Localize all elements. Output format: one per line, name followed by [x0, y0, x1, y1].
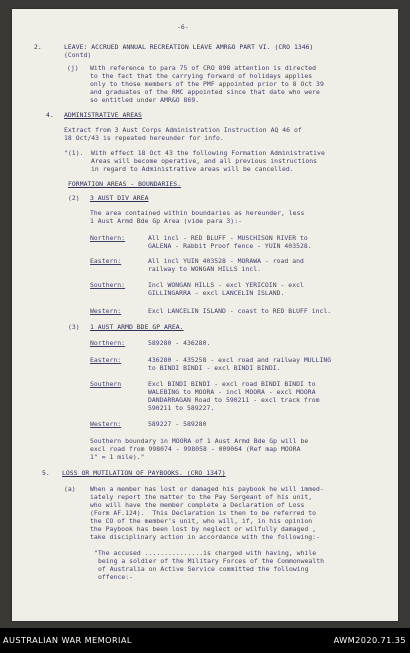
- section-4-heading: ADMINISTRATIVE AREAS: [64, 111, 142, 119]
- boundary-label: Western:: [90, 307, 122, 315]
- para-a-number: (a): [64, 485, 76, 493]
- text-line: DANDARRAGAN Road to 590211 - excl track from: [148, 396, 320, 404]
- boundary-label: Eastern:: [90, 257, 122, 265]
- text-line: Incl WONGAN HILLS - excl YERICOIN - excl: [148, 281, 304, 289]
- text-line: so entitled under AMR&O 869.: [90, 96, 200, 104]
- footer-source: AUSTRALIAN WAR MEMORIAL: [3, 635, 132, 645]
- text-line: who will have the member complete a Declaration of Loss: [90, 501, 305, 509]
- text-line: With effect 18 Oct 43 the following Formation Administrative: [91, 149, 325, 157]
- para-2-heading: 3 AUST DIV AREA: [90, 194, 149, 202]
- text-line: iately report the matter to the Pay Sergeant of his unit,: [90, 493, 313, 501]
- text-line: and graduates of the RMC appointed since that date who were: [90, 88, 320, 96]
- boundary-label: Western:: [90, 420, 122, 428]
- text-line: Excl LANCELIN ISLAND - coast to RED BLUFF incl.: [148, 307, 332, 315]
- text-line: When a member has lost or damaged his paybook he will immed-: [90, 485, 324, 493]
- text-line: 18 Oct/43 is repeated hereunder for info.: [64, 134, 224, 142]
- text-line: in regard to Administrative areas will be cancelled.: [91, 165, 294, 173]
- text-line: the Paybook has been lost by neglect or wilfully damaged ,: [90, 525, 317, 533]
- text-line: excl road from 998074 - 998058 - 009064 (Ref map MOORA: [90, 445, 301, 453]
- section-5-heading: LOSS OR MUTILATION OF PAYBOOKS. (CRO 1347): [62, 469, 226, 477]
- section-5-number: 5.: [42, 469, 50, 477]
- boundary-label: Eastern:: [90, 356, 122, 364]
- text-line: All incl - RED BLUFF - MUSCHISON RIVER to: [148, 234, 308, 242]
- text-line: being a soldier of the Military Forces of the Commonwealth: [98, 557, 325, 565]
- text-line: 1 Aust Armd Bde Gp Area (vide para 3):-: [90, 217, 243, 225]
- boundary-label: Northern:: [90, 339, 126, 347]
- text-line: the CO of the member's unit, who will, if, in his opinion: [90, 517, 313, 525]
- text-line: "The accused ...............is charged with having, while: [94, 549, 317, 557]
- text-line: take disciplinary action in accordance with the following:-: [90, 533, 320, 541]
- text-line: GILLINGARRA - excl LANCELIN ISLAND.: [148, 289, 285, 297]
- section-2-number: 2.: [34, 43, 42, 51]
- text-line: Areas will become operative, and all previous instructions: [91, 157, 318, 165]
- section-2-heading-contd: (Contd): [64, 51, 92, 59]
- footer-bar: [0, 628, 410, 653]
- footer-accession: AWM2020.71.35: [333, 635, 406, 645]
- text-line: Excl BINDI BINDI - excl road BINDI BINDI to: [148, 380, 316, 388]
- page-number: -6-: [177, 23, 189, 31]
- section-2-heading: LEAVE: ACCRUED ANNUAL RECREATION LEAVE AMR&O PART VI. (CRO 1346): [64, 43, 314, 51]
- text-line: 589227 - 589280: [148, 420, 207, 428]
- text-line: to BINDI BINDI - excl BINDI BINDI.: [148, 364, 281, 372]
- text-line: 590211 to 589227.: [148, 404, 215, 412]
- text-line: WALEBING to MOORA - incl MOORA - excl MOORA: [148, 388, 316, 396]
- text-line: All incl YUIN 403528 - MORAWA - road and: [148, 257, 304, 265]
- text-line: railway to WONGAN HILLS incl.: [148, 265, 262, 273]
- boundary-label: Southern:: [90, 281, 126, 289]
- text-line: of Australia on Active Service committed the following: [98, 565, 309, 573]
- text-line: The area contained within boundaries as hereunder, less: [90, 209, 305, 217]
- formation-areas-heading: FORMATION AREAS - BOUNDARIES.: [68, 180, 182, 188]
- text-line: 436280 - 435258 - excl road and railway MULLING: [148, 356, 332, 364]
- text-line: (Form AF.124). This Declaration is then to be referred to: [90, 509, 317, 517]
- text-line: GALENA - Rabbit Proof fence - YUIN 403528.: [148, 242, 312, 250]
- text-line: only to those members of the PMF appointed prior to 8 Oct 39: [90, 80, 324, 88]
- para-3-heading: 1 AUST ARMD BDE GP AREA.: [90, 323, 184, 331]
- section-4-number: 4.: [46, 111, 54, 119]
- document-page: [12, 9, 398, 621]
- text-line: offence:-: [98, 573, 134, 581]
- section-2-para-number: (j): [67, 64, 79, 72]
- text-line: Extract from 3 Aust Corps Administration Instruction AQ 46 of: [64, 126, 302, 134]
- text-line: Southern boundary in MOORA of 1 Aust Armd Bde Gp will be: [90, 437, 309, 445]
- text-line: to the fact that the carrying forward of holidays applies: [90, 72, 313, 80]
- text-line: With reference to para 75 of CRO 898 attention is directed: [90, 64, 317, 72]
- para-2-number: (2): [68, 194, 80, 202]
- boundary-label: Southern: [90, 380, 122, 388]
- para-3-number: (3): [68, 323, 80, 331]
- para-1-number: "(1).: [64, 149, 84, 157]
- text-line: 589280 - 436280.: [148, 339, 211, 347]
- boundary-label: Northern:: [90, 234, 126, 242]
- text-line: 1" = 1 mile).": [90, 453, 145, 461]
